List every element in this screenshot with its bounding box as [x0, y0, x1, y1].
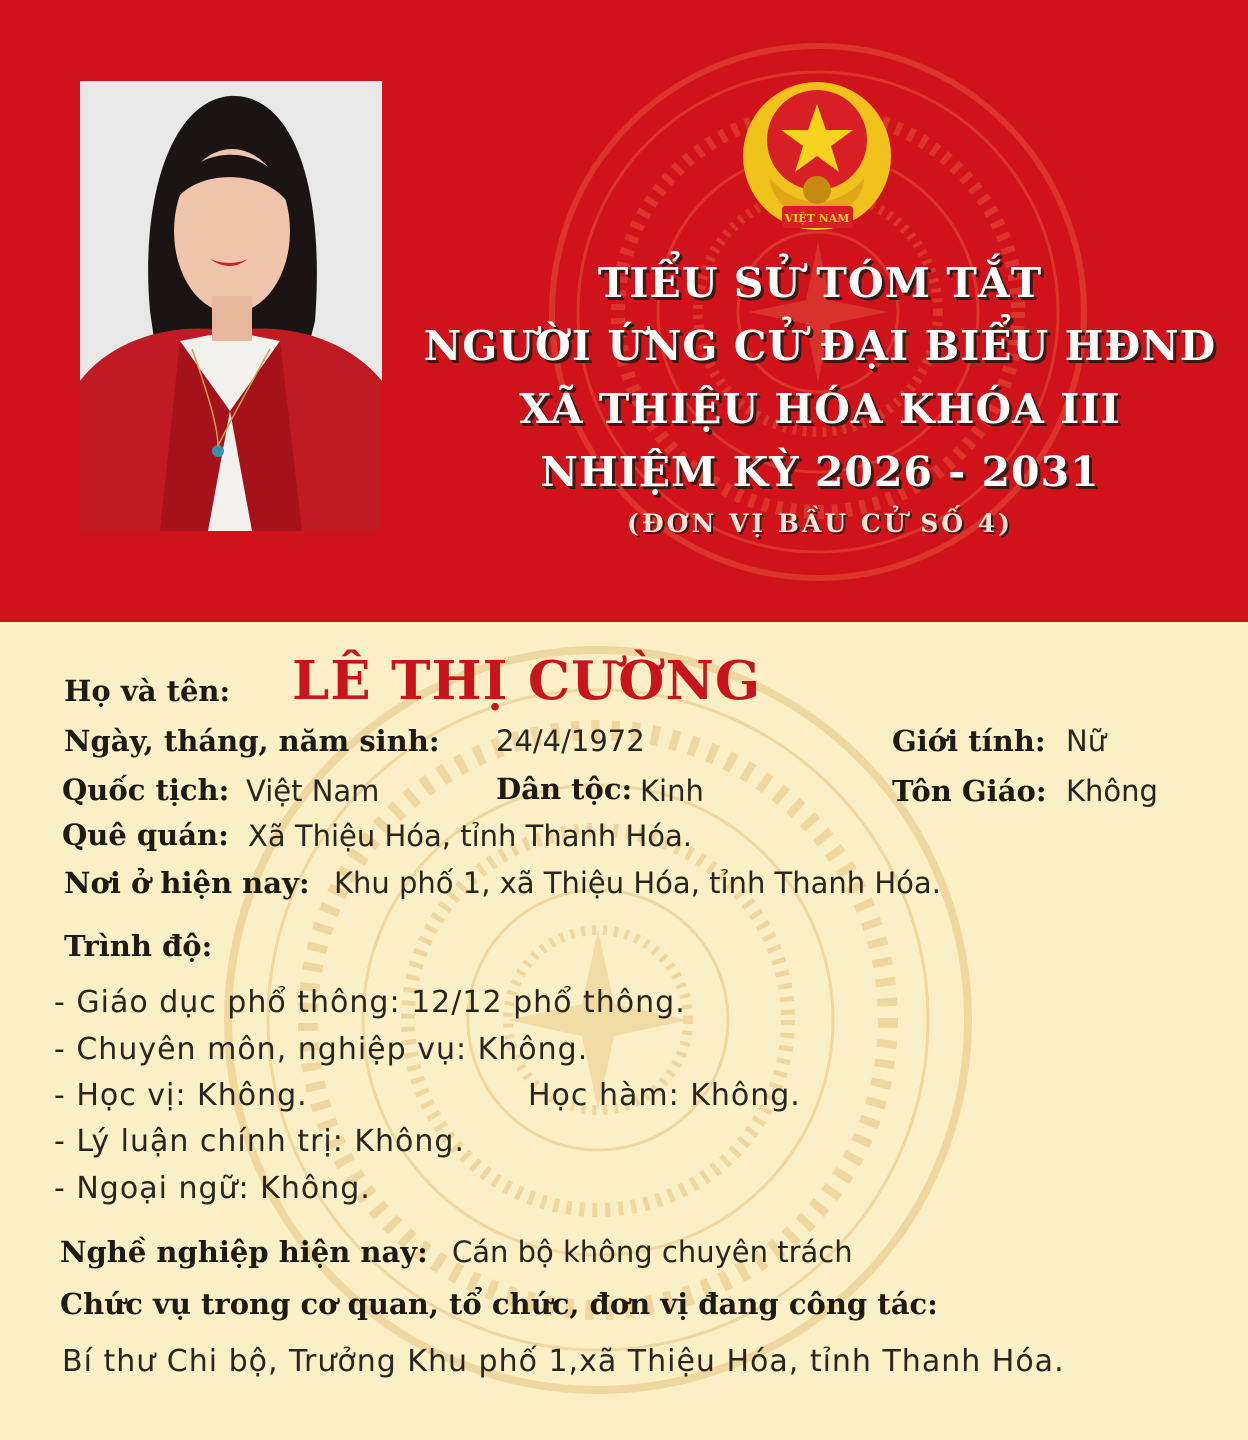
ethnicity-value: Kinh: [640, 774, 704, 808]
occupation-value: Cán bộ không chuyên trách: [452, 1235, 853, 1269]
occupation-label: Nghề nghiệp hiện nay:: [60, 1235, 428, 1269]
title-line-1: TIỂU SỬ TÓM TẮT: [597, 259, 1043, 307]
hometown-value: Xã Thiệu Hóa, tỉnh Thanh Hóa.: [248, 819, 692, 853]
gender-value: Nữ: [1066, 724, 1107, 758]
title-line-2: NGƯỜI ỨNG CỬ ĐẠI BIỂU HĐND: [423, 322, 1217, 370]
education-foreign-language: - Ngoại ngữ: Không.: [54, 1171, 371, 1206]
position-label: Chức vụ trong cơ quan, tổ chức, đơn vị đang công tác:: [60, 1287, 938, 1321]
position-value: Bí thư Chi bộ, Trưởng Khu phố 1,xã Thiệu Hóa, tỉnh Thanh Hóa.: [62, 1344, 1065, 1379]
hometown-label: Quê quán:: [62, 818, 229, 852]
religion-value: Không: [1066, 774, 1158, 808]
profile-body: [0, 622, 1248, 1440]
education-professional: - Chuyên môn, nghiệp vụ: Không.: [54, 1032, 589, 1067]
portrait-illustration: [80, 81, 382, 531]
candidate-portrait: [80, 81, 382, 531]
education-academic-title: Học hàm: Không.: [528, 1078, 801, 1113]
education-degree: - Học vị: Không.: [54, 1078, 308, 1113]
religion-label: Tôn Giáo:: [892, 774, 1047, 808]
candidate-name: LÊ THỊ CƯỜNG: [292, 650, 762, 712]
nationality-value: Việt Nam: [246, 774, 380, 808]
emblem-label: VIỆT NAM: [784, 212, 850, 225]
title-line-4: NHIỆM KỲ 2026 - 2031: [540, 448, 1100, 496]
gender-label: Giới tính:: [892, 724, 1046, 758]
education-general: - Giáo dục phổ thông: 12/12 phổ thông.: [54, 985, 686, 1020]
national-emblem: [740, 78, 895, 238]
name-label: Họ và tên:: [64, 674, 231, 708]
header-banner: [0, 0, 1248, 622]
title-block: [420, 252, 1220, 542]
education-heading: Trình độ:: [64, 929, 213, 963]
electoral-unit-subtitle: (ĐƠN VỊ BẦU CỬ SỐ 4): [626, 509, 1013, 538]
dob-value: 24/4/1972: [496, 724, 645, 758]
title-line-3: XÃ THIỆU HÓA KHÓA III: [519, 385, 1121, 433]
ethnicity-label: Dân tộc:: [496, 772, 633, 806]
residence-value: Khu phố 1, xã Thiệu Hóa, tỉnh Thanh Hóa.: [334, 866, 941, 900]
residence-label: Nơi ở hiện nay:: [64, 866, 310, 900]
nationality-label: Quốc tịch:: [62, 773, 230, 807]
education-political-theory: - Lý luận chính trị: Không.: [54, 1124, 466, 1159]
dob-label: Ngày, tháng, năm sinh:: [64, 724, 440, 758]
